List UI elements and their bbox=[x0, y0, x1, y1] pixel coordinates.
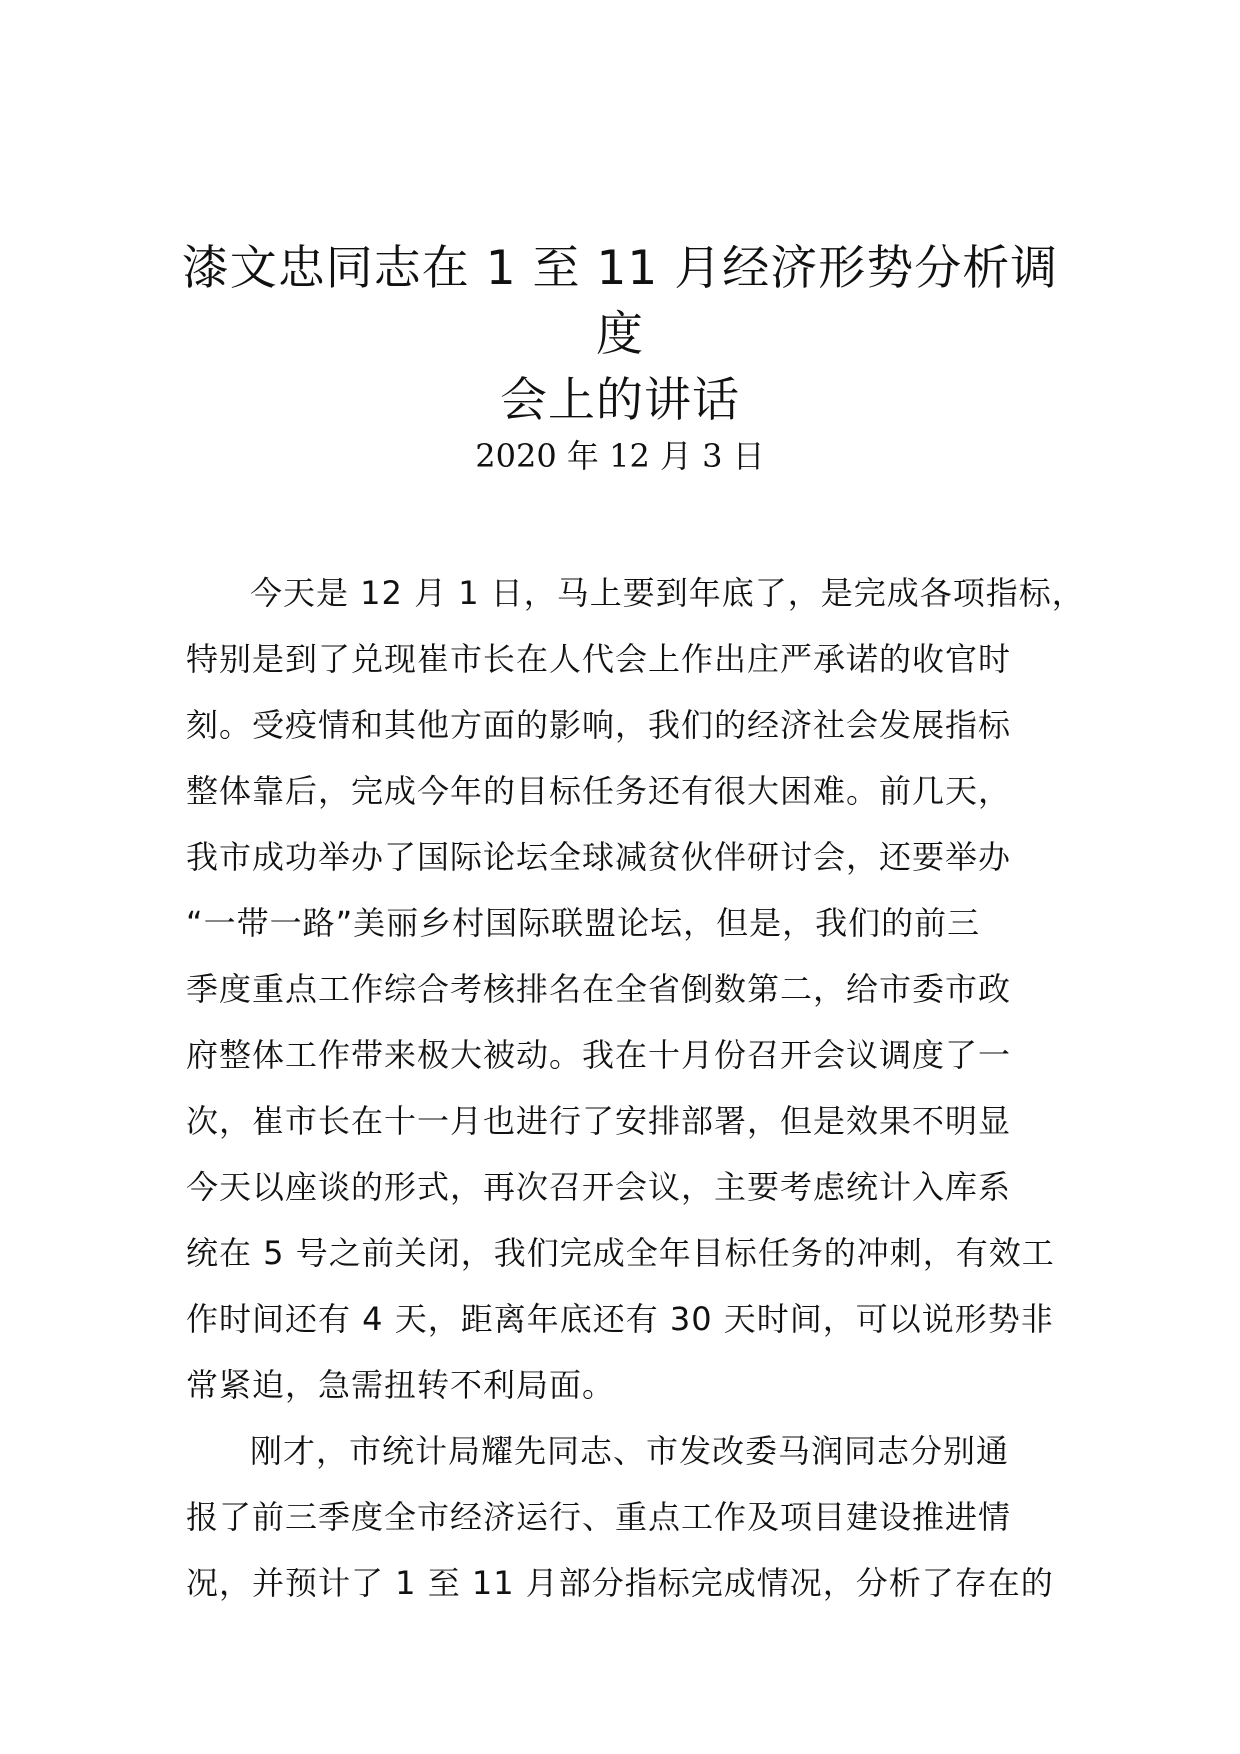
text-line: 刻。受疫情和其他方面的影响，我们的经济社会发展指标 bbox=[186, 706, 1012, 744]
text-line: 次，崔市长在十一月也进行了安排部署，但是效果不明显 bbox=[186, 1102, 1012, 1140]
text-line: 今天是 12 月 1 日，马上要到年底了，是完成各项指标， bbox=[250, 574, 1085, 612]
text-line: 府整体工作带来极大被动。我在十月份召开会议调度了一 bbox=[186, 1036, 1012, 1074]
text-line: 刚才，市统计局耀先同志、市发改委马润同志分别通 bbox=[250, 1432, 1010, 1470]
text-line: “一带一路”美丽乡村国际联盟论坛，但是，我们的前三 bbox=[186, 904, 981, 942]
title-line: 漆文忠同志在 1 至 11 月经济形势分析调度 bbox=[181, 241, 1059, 362]
document-title bbox=[160, 236, 1080, 434]
text-line: 作时间还有 4 天，距离年底还有 30 天时间，可以说形势非 bbox=[186, 1300, 1054, 1338]
paragraph bbox=[186, 1418, 1074, 1616]
text-line: 常紧迫，急需扭转不利局面。 bbox=[186, 1366, 616, 1404]
text-line: 整体靠后，完成今年的目标任务还有很大困难。前几天， bbox=[186, 772, 1012, 810]
document-body bbox=[186, 560, 1085, 1616]
text-line: 我市成功举办了国际论坛全球减贫伙伴研讨会，还要举办 bbox=[186, 838, 1012, 876]
text-line: 特别是到了兑现崔市长在人代会上作出庄严承诺的收官时 bbox=[186, 640, 1012, 678]
title-line: 会上的讲话 bbox=[500, 373, 740, 428]
text-line: 统在 5 号之前关闭，我们完成全年目标任务的冲刺，有效工 bbox=[186, 1234, 1055, 1272]
text-line: 报了前三季度全市经济运行、重点工作及项目建设推进情 bbox=[186, 1498, 1012, 1536]
speech-date: 2020 年 12 月 3 日 bbox=[475, 437, 765, 475]
text-line: 况，并预计了 1 至 11 月部分指标完成情况，分析了存在的 bbox=[186, 1564, 1054, 1602]
text-line: 季度重点工作综合考核排名在全省倒数第二，给市委市政 bbox=[186, 970, 1012, 1008]
paragraph bbox=[186, 560, 1085, 1418]
text-line: 今天以座谈的形式，再次召开会议，主要考虑统计入库系 bbox=[186, 1168, 1012, 1206]
